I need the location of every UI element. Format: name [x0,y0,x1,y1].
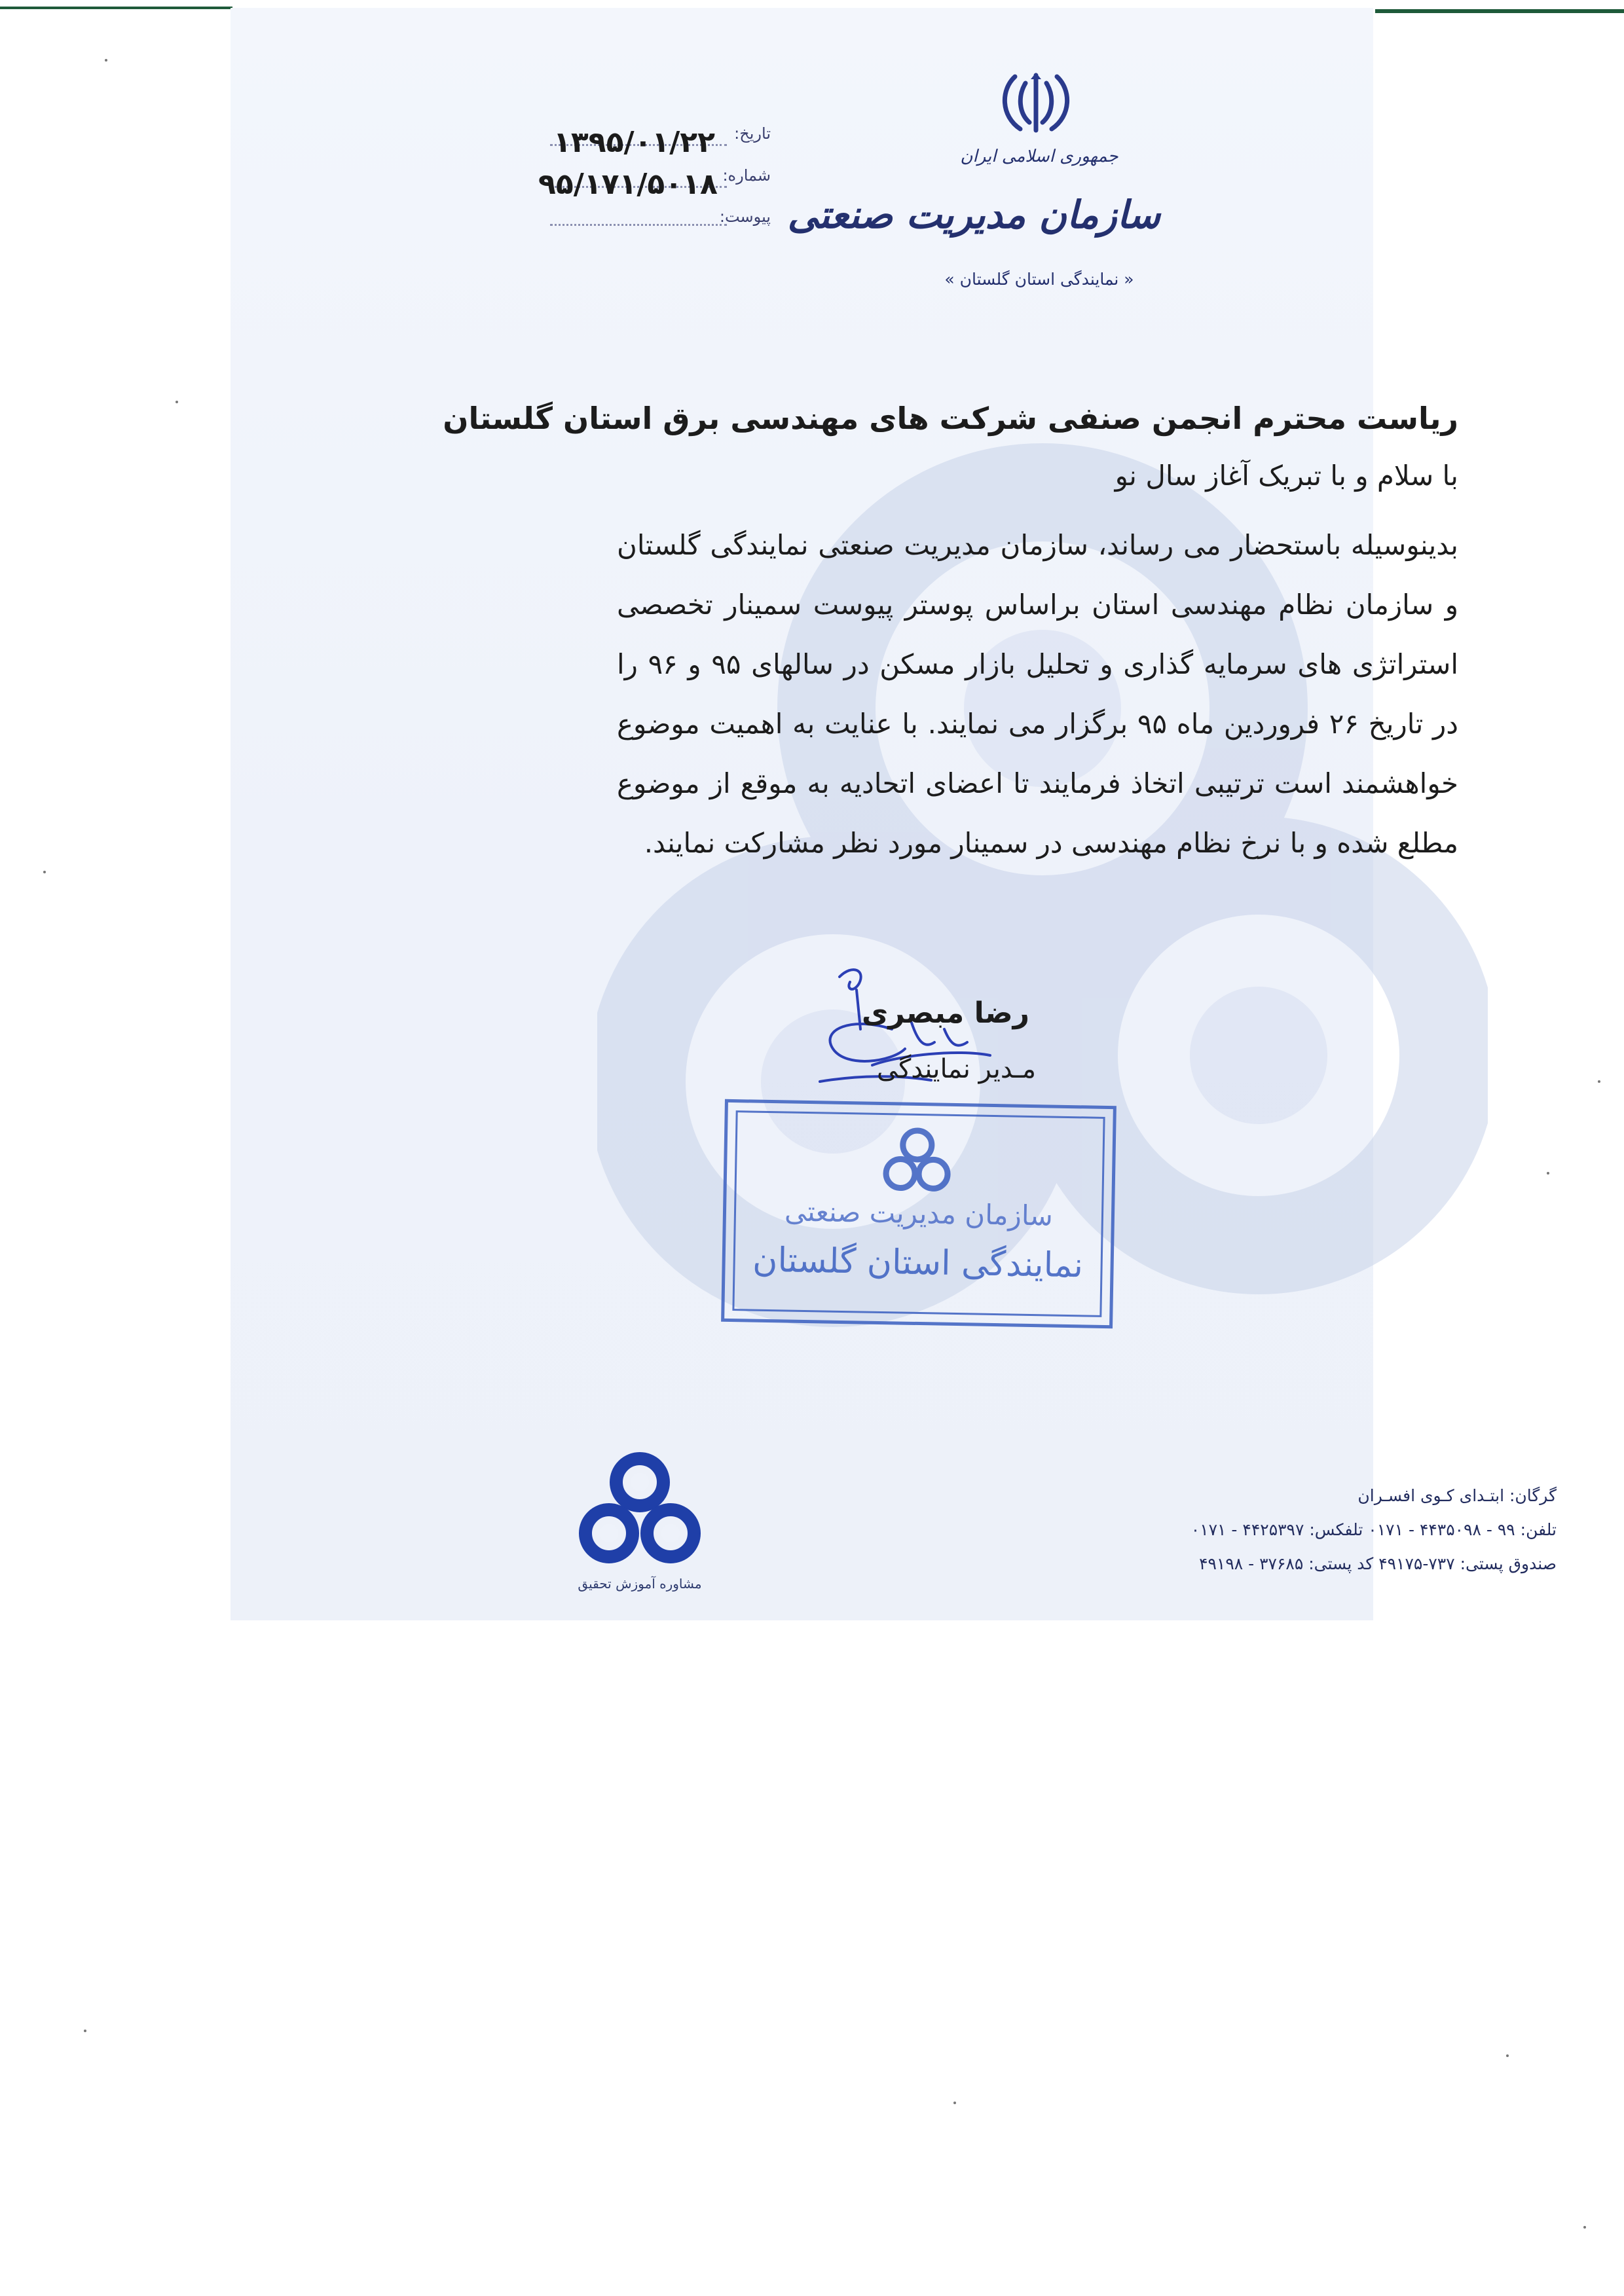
stamp-logo-icon [877,1123,957,1197]
scan-speck [105,59,107,62]
scan-speck [175,401,178,403]
attachment-label: پیوست: [719,208,771,226]
scan-edge-right [1375,9,1624,13]
number-value: ۹۵/۱۷۱/۵۰۱۸ [538,168,718,201]
organization-title: سازمان مدیریت صنعتی [787,192,1160,237]
signer-title: مـدیر نمایندگی [876,1054,1036,1084]
scan-edge-left [0,7,232,9]
scan-speck [953,2102,956,2104]
number-label: شماره: [722,166,771,185]
footer-postal: صندوق پستی: ۷۳۷-۴۹۱۷۵ کد پستی: ۳۷۶۸۵ - ۴۹۱۹۸ [1199,1554,1557,1573]
stamp-org-text: سازمان مدیریت صنعتی [784,1195,1054,1232]
footer-phone: تلفن: ۹۹ - ۴۴۳۵۰۹۸ - ۰۱۷۱ تلفکس: ۴۴۲۵۳۹۷ - ۰۱۷۱ [1190,1520,1557,1539]
branch-title: « نمایندگی استان گلستان » [944,270,1134,289]
letter-body: بدینوسیله باستحضار می رساند، سازمان مدیریت صنعتی نمایندگی گلستان و سازمان نظام مهندسی استان براساس پوستر پیوست سمینار تخصصی استراتژی های سرمایه گذاری و تحلیل بازار مسکن در سالهای ۹۵ و ۹۶ را در تاریخ ۲۶ فروردین ماه ۹۵ برگزار می نمایند. با عنایت به اهمیت موضوع خواهشمند است ترتیبی اتخاذ فرمایند تا اعضای اتحادیه به موقع از موضوع مطلع شده و با نرخ نظام مهندسی در سمینار مورد نظر مشارکت نمایند. [617,529,1458,859]
recipient-heading: ریاست محترم انجمن صنفی شرکت های مهندسی برق استان گلستان [443,401,1458,436]
stamp-branch-text: نمایندگی استان گلستان [752,1240,1084,1286]
scan-speck [43,871,46,873]
date-value: ۱۳۹۵/۰۱/۲۲ [553,126,715,159]
footer-logo-icon [571,1448,709,1573]
scan-speck [1583,2226,1586,2229]
scan-speck [1598,1080,1600,1083]
signer-name: رضا مبصری [862,996,1029,1030]
scan-speck [1547,1172,1549,1175]
office-stamp [721,1099,1116,1328]
attachment-dots [550,224,727,226]
date-label: تاریخ: [734,124,771,143]
greeting-line: با سلام و با تبریک آغاز سال نو [1115,460,1458,492]
footer-logo-caption: مشاوره آموزش تحقیق [578,1576,702,1592]
scan-speck [1506,2054,1509,2057]
scan-speck [84,2030,86,2032]
letter-sheet [231,8,1557,1620]
handwritten-signature-icon [794,951,1043,1114]
footer-address: گرگان: ابتـدای کـوی افسـران [1357,1486,1557,1505]
iran-emblem-icon [995,70,1077,136]
republic-title: جمهوری اسلامی ایران [960,147,1118,166]
